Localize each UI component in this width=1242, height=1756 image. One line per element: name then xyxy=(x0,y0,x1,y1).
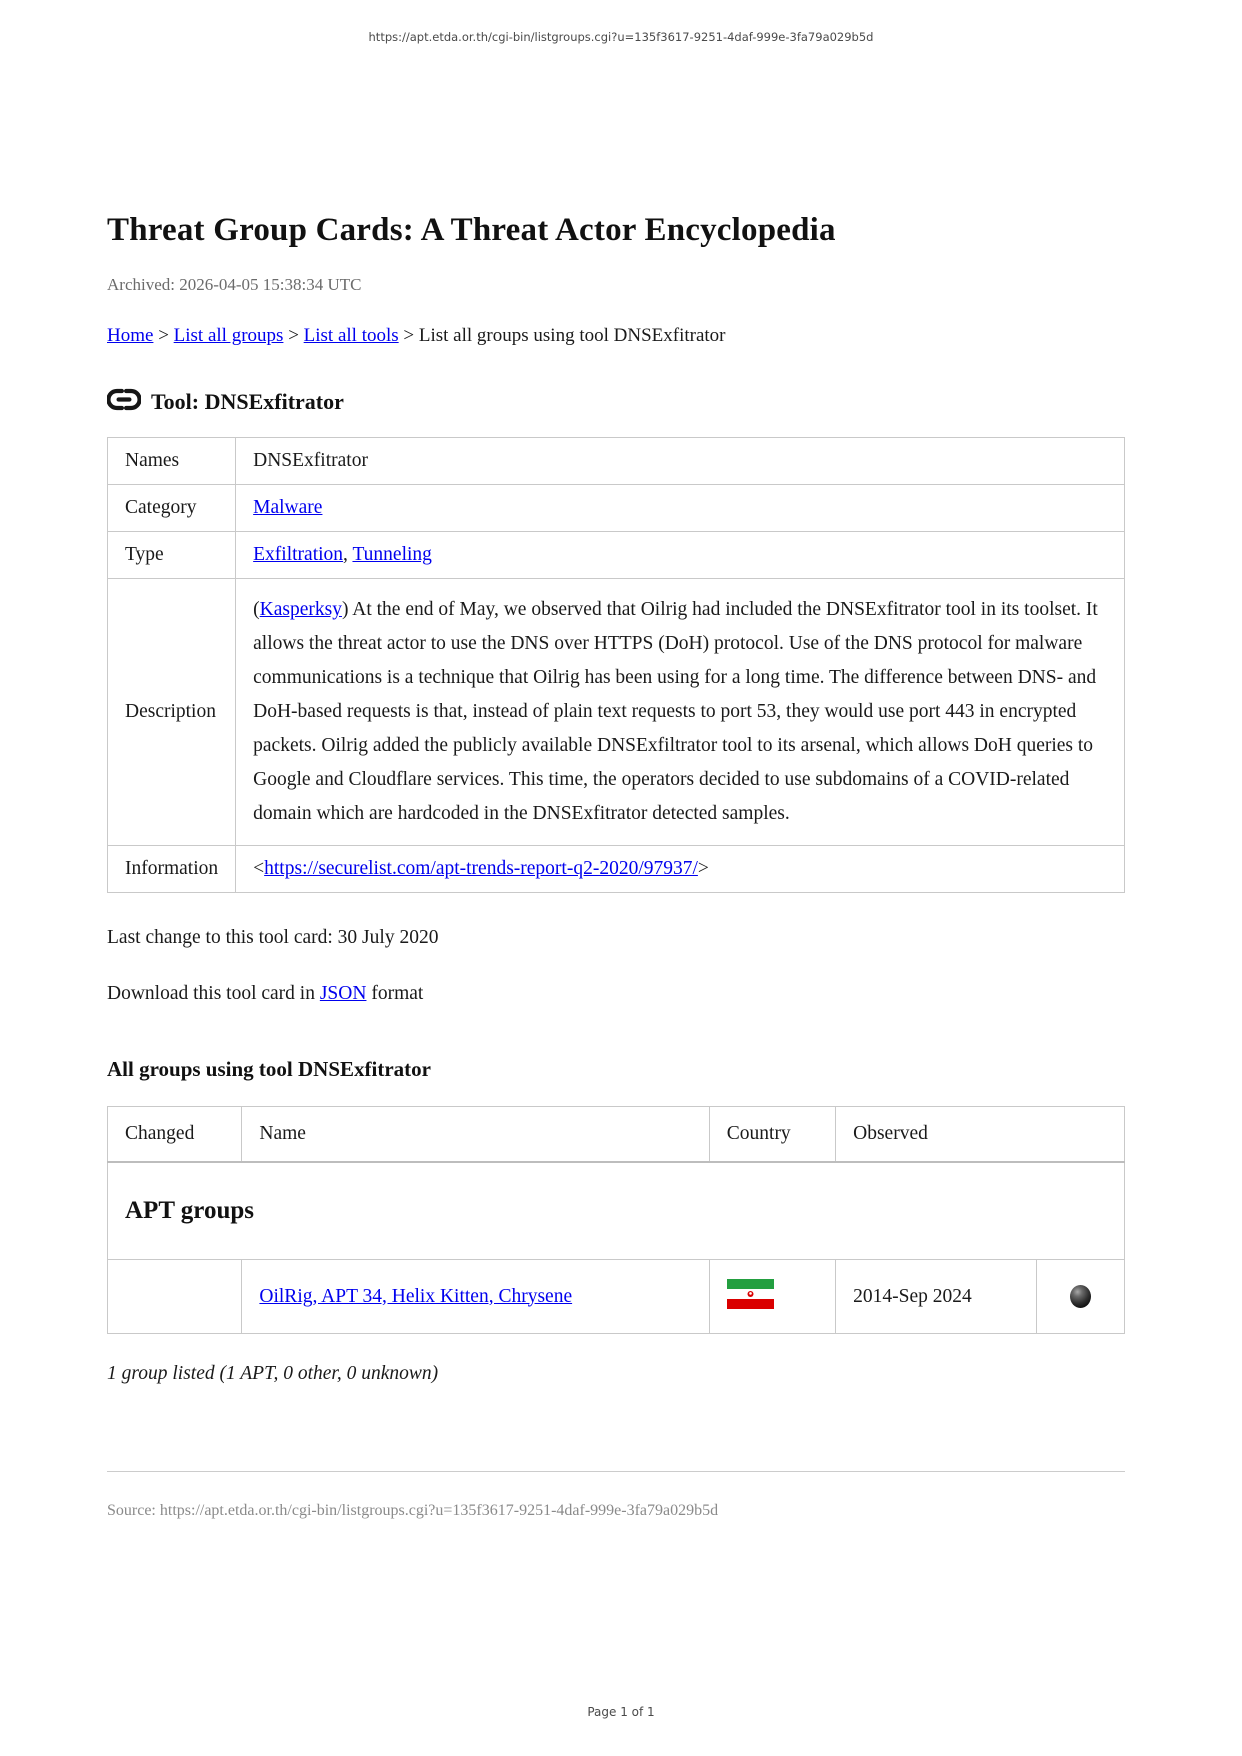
description-text: ) At the end of May, we observed that Oilrig had included the DNSExfitrator tool in its toolset. It allows the threat actor to use the DNS over HTTPS (DoH) protocol. Use of the DNS protocol for malware communications is a technique that Oilrig has been using for a long time. The difference between DNS- and DoH-based requests is that, instead of plain text requests to port 53, they would use port 443 in encrypted packets. Oilrig added the publicly available DNSExfiltrator tool to its arsenal, which allows DoH queries to Google and Cloudflare services. This time, the operators decided to use subdomains of a COVID-related domain which are hardcoded in the DNSExfitrator detected samples. xyxy=(253,599,1098,824)
kasperksy-link[interactable]: Kasperksy xyxy=(259,599,342,620)
groups-summary: 1 group listed (1 APT, 0 other, 0 unknown) xyxy=(107,1363,439,1384)
breadcrumb-home-link[interactable]: Home xyxy=(107,325,154,346)
table-row-description xyxy=(108,579,1125,846)
print-header-url: https://apt.etda.or.th/cgi-bin/listgroups.cgi?u=135f3617-9251-4daf-999e-3fa79a029b5d xyxy=(368,30,874,44)
breadcrumb-separator: > xyxy=(153,325,174,346)
last-change-line: Last change to this tool card: 30 July 2020 xyxy=(107,927,439,948)
description-prefix: ( xyxy=(253,599,260,620)
securelist-report-link[interactable]: https://securelist.com/apt-trends-report-q2-2020/97937/ xyxy=(264,858,698,879)
breadcrumb-separator: > xyxy=(398,325,419,346)
download-prefix: Download this tool card in xyxy=(107,983,320,1004)
row-label: Names xyxy=(108,438,236,485)
dark-sphere-icon xyxy=(1070,1285,1091,1308)
table-row-names xyxy=(108,438,1125,485)
tool-card-table xyxy=(107,437,1125,893)
column-header-name: Name xyxy=(242,1107,709,1163)
oilrig-group-link[interactable]: OilRig, APT 34, Helix Kitten, Chrysene xyxy=(259,1285,573,1307)
observed-cell: 2014-Sep 2024 xyxy=(836,1260,1037,1334)
breadcrumb-current: List all groups using tool DNSExfitrator xyxy=(418,325,726,346)
type-tunneling-link[interactable]: Tunneling xyxy=(352,544,432,565)
table-row-category xyxy=(108,485,1125,532)
link-icon xyxy=(107,388,141,411)
names-value: DNSExfitrator xyxy=(236,438,1125,485)
category-value xyxy=(236,485,1125,532)
column-header-observed: Observed xyxy=(836,1107,1125,1163)
row-label: Type xyxy=(108,532,236,579)
iran-flag xyxy=(727,1279,774,1309)
type-value xyxy=(236,532,1125,579)
information-prefix: < xyxy=(253,858,265,879)
column-header-country: Country xyxy=(709,1107,835,1163)
table-row-information xyxy=(108,846,1125,893)
table-row-type xyxy=(108,532,1125,579)
type-exfiltration-link[interactable]: Exfiltration xyxy=(253,544,344,565)
status-icon-cell xyxy=(1036,1260,1124,1334)
row-label: Category xyxy=(108,485,236,532)
information-value xyxy=(236,846,1125,893)
group-name-cell xyxy=(242,1260,709,1334)
row-label: Information xyxy=(108,846,236,893)
breadcrumb-list-all-tools-link[interactable]: List all tools xyxy=(303,325,399,346)
table-row-oilrig xyxy=(108,1260,1125,1334)
groups-table xyxy=(107,1106,1125,1334)
breadcrumb xyxy=(107,325,1125,347)
page-number: Page 1 of 1 xyxy=(587,1705,655,1719)
type-separator: , xyxy=(343,544,353,565)
section-row-apt-groups xyxy=(108,1162,1125,1260)
row-label: Description xyxy=(108,579,236,846)
page-content xyxy=(107,0,1125,1520)
country-cell xyxy=(709,1260,835,1334)
archived-timestamp: Archived: 2026-04-05 15:38:34 UTC xyxy=(107,275,362,294)
page-title: Threat Group Cards: A Threat Actor Encyclopedia xyxy=(107,212,836,248)
breadcrumb-separator: > xyxy=(283,325,304,346)
groups-header-row xyxy=(108,1107,1125,1163)
column-header-changed: Changed xyxy=(108,1107,242,1163)
category-malware-link[interactable]: Malware xyxy=(253,497,323,518)
source-line: Source: https://apt.etda.or.th/cgi-bin/listgroups.cgi?u=135f3617-9251-4daf-999e-3fa79a029b5d xyxy=(107,1502,719,1519)
download-line xyxy=(107,983,1125,1005)
tool-heading-label: Tool: DNSExfitrator xyxy=(151,389,344,414)
download-suffix: format xyxy=(366,983,424,1004)
breadcrumb-list-all-groups-link[interactable]: List all groups xyxy=(173,325,284,346)
all-groups-heading: All groups using tool DNSExfitrator xyxy=(107,1057,431,1081)
information-suffix: > xyxy=(697,858,709,879)
changed-cell xyxy=(108,1260,242,1334)
description-value xyxy=(236,579,1125,846)
section-title: APT groups xyxy=(108,1162,1125,1260)
tool-heading xyxy=(107,389,1125,415)
divider xyxy=(107,1471,1125,1472)
download-json-link[interactable]: JSON xyxy=(319,983,367,1004)
